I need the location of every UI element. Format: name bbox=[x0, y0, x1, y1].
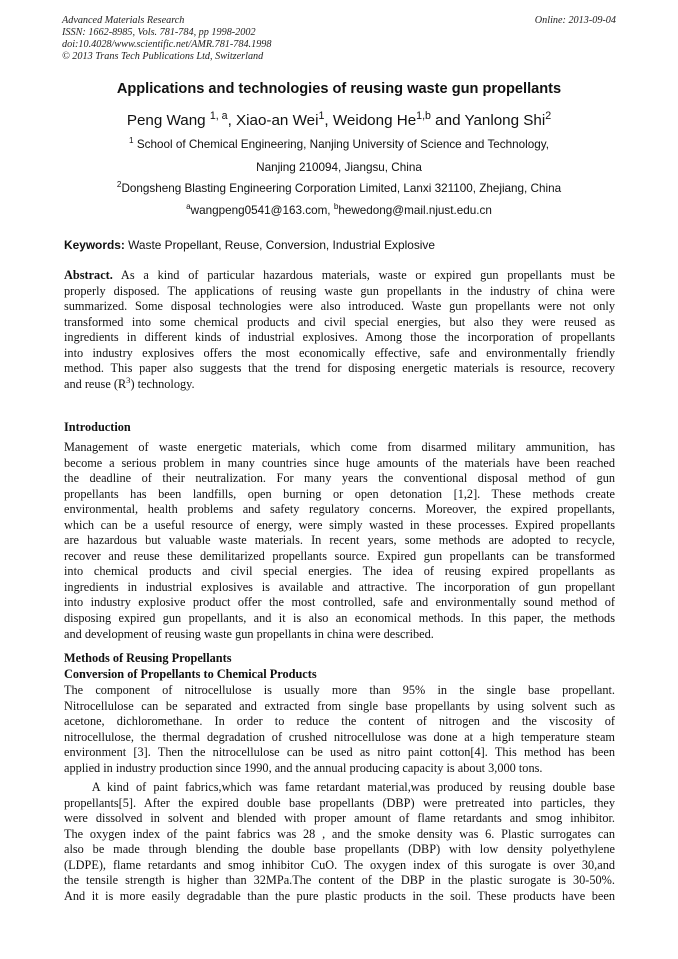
text-line: The oxygen index of the paint fabrics was 28 , and the smoke density was 6. Plastic surrogates can bbox=[64, 826, 615, 841]
text-line: environment [3]. Then the nitrocellulose can be used as nitro paint cotton[4]. This method has been bbox=[64, 745, 615, 760]
text-line: the tensile strength is higher than 32MPa.The content of the DBP in the plastic surogate is 30-50%. bbox=[64, 873, 615, 888]
email-link[interactable]: wangpeng0541@163.com, bbox=[190, 204, 334, 217]
text-line: ingredients in industrial explosives is available and attractive. The incorporation of gun propellant bbox=[64, 579, 615, 594]
abstract-line: method. This paper also suggests that the trend for disposing energetic materials is resource, recovery bbox=[64, 361, 615, 376]
text-line: and development of reusing waste gun propellants in china were described. bbox=[64, 626, 434, 641]
author-name: Peng Wang bbox=[126, 112, 206, 129]
affiliation-1 bbox=[0, 138, 678, 151]
abstract-line: properly disposed. The applications of reusing waste gun propellants in the industry of china were bbox=[64, 283, 615, 298]
keywords-text: Waste Propellant, Reuse, Conversion, Industrial Explosive bbox=[124, 238, 435, 252]
text-line: A kind of paint fabrics,which was fame retardant material,was produced by reusing double base bbox=[64, 780, 615, 794]
text-line: acetone, dichloromethane. In order to reduce the content of nitrogen and the viscosity of bbox=[64, 714, 615, 729]
journal-name: Advanced Materials Research bbox=[62, 15, 185, 26]
keywords-label: Keywords: bbox=[64, 238, 125, 252]
introduction-body bbox=[64, 440, 615, 642]
author-emails bbox=[0, 204, 678, 217]
text-line: applied in industry production since 1990, and the annual producing capacity is about 3,000 tons. bbox=[64, 760, 543, 775]
abstract-line: summarized. Some disposal technologies were also introduced. Waste gun propellants were not only bbox=[64, 299, 615, 314]
author-name: , Weidong He bbox=[324, 112, 417, 129]
keywords bbox=[64, 238, 620, 252]
abstract-line: transformed into some chemical products and civil special energies, but also they were reused as bbox=[64, 314, 615, 329]
email-mark: b bbox=[333, 202, 339, 212]
affiliation-2 bbox=[0, 182, 678, 195]
abstract-label: Abstract. bbox=[64, 268, 113, 282]
text-line: the deadline of their neutralization. For many years the conventional disposal method of gun bbox=[64, 471, 615, 486]
text-line: propellants[5]. After the expired double base propellants (DBP) were pretreated into particles, they bbox=[64, 795, 615, 810]
author-affil-mark: 1 bbox=[318, 109, 325, 122]
email-link[interactable]: hewedong@mail.njust.edu.cn bbox=[338, 204, 492, 217]
text-line: Management of waste energetic materials, which come from disarmed military ammunition, has bbox=[64, 440, 615, 454]
affiliation-1-city: Nanjing 210094, Jiangsu, China bbox=[256, 161, 422, 174]
abstract bbox=[64, 268, 615, 392]
introduction-heading: Introduction bbox=[64, 420, 131, 434]
abstract-line: into industry explosives offers the most economically effective, safe and environmentally friendly bbox=[64, 345, 615, 360]
abstract-line: Abstract. As a kind of particular hazardous materials, waste or expired gun propellants must be bbox=[64, 268, 615, 282]
text-line: were dissolved in solvent and blended with proper amount of flame retardants and smog inhibitor. bbox=[64, 811, 615, 826]
online-date: Online: 2013-09-04 bbox=[534, 15, 616, 26]
author-name: and Yanlong Shi bbox=[435, 112, 546, 129]
author-affil-mark: 1, a bbox=[209, 109, 228, 122]
copyright-line: © 2013 Trans Tech Publications Ltd, Switzerland bbox=[62, 51, 264, 62]
text-line: Nitrocellulose can be separated and extracted from single base propellants by using solvent such as bbox=[64, 698, 615, 713]
text-line: also be made through blending the double base propellants (DBP) with low density polyethylene bbox=[64, 842, 615, 857]
methods-paragraph-2 bbox=[64, 780, 615, 904]
conversion-subheading: Conversion of Propellants to Chemical Products bbox=[64, 667, 317, 681]
text-line: nitrocellulose, the thermal degradation of crushed nitrocellulose was done at a high temperature steam bbox=[64, 729, 615, 744]
affil-mark: 2 bbox=[116, 180, 122, 190]
text-line: into industry explosive product offer the most controlled, safe and environmentally sound method of bbox=[64, 595, 615, 610]
issn-line: ISSN: 1662-8985, Vols. 781-784, pp 1998-2002 bbox=[62, 27, 256, 38]
text-line: into chemical products and civil special energies. The idea of reusing expired propellants as bbox=[64, 564, 615, 579]
text-line: become a serious problem in many countries since huge amounts of the materials have been reached bbox=[64, 455, 615, 470]
text-line: disposing expired gun propellants, and it is also an economical methods. In this paper, the methods bbox=[64, 611, 615, 626]
author-affil-mark: 1,b bbox=[416, 109, 431, 122]
author-list bbox=[0, 109, 678, 129]
affil-text: School of Chemical Engineering, Nanjing University of Science and Technology, bbox=[136, 138, 549, 151]
email-mark: a bbox=[186, 202, 191, 212]
abstract-line: and reuse $(R^3)$ technology. bbox=[64, 374, 195, 391]
text-line: are hazardous but valuable waste materials. In recent years, some methods are adopted to recycle, bbox=[64, 533, 615, 548]
paper-title: Applications and technologies of reusing waste gun propellants bbox=[116, 81, 562, 97]
author-affil-mark: 2 bbox=[545, 109, 552, 122]
text-line: which can be a useful resource of energy, were simply wasted in these processes. Expired propellants bbox=[64, 517, 615, 532]
text-line: The component of nitrocellulose is usually more than 95% in the single base propellant. bbox=[64, 683, 615, 697]
affil-text: Dongsheng Blasting Engineering Corporation Limited, Lanxi 321100, Zhejiang, China bbox=[121, 182, 562, 195]
text-line: environmental, health problems and safety regulatory concerns. Moreover, the expired propellants, bbox=[64, 502, 615, 517]
text-line: recover and reuse these demilitarized propellants source. Expired gun propellants can be transformed bbox=[64, 548, 615, 563]
affil-mark: 1 bbox=[129, 136, 134, 146]
doi-line: doi:10.4028/www.scientific.net/AMR.781-784.1998 bbox=[62, 39, 272, 50]
text-line: (LDPE), flame retardants and smog inhibitor CuO. The oxygen index of this surogate is over 30,and bbox=[64, 857, 615, 872]
journal-header bbox=[62, 15, 616, 63]
abstract-line: ingredients in different kinds of industrial explosives. Among those the incorporation of propellants bbox=[64, 330, 615, 345]
text-line: propellants has been landfills, open burning or open detonation [1,2]. These methods create bbox=[64, 486, 615, 501]
author-name: , Xiao-an Wei bbox=[227, 112, 319, 129]
methods-paragraph-1 bbox=[64, 683, 615, 776]
text-line: And it is more easily degradable than the pure plastic products in the soil. These products have been bbox=[64, 888, 615, 903]
methods-heading: Methods of Reusing Propellants bbox=[64, 651, 232, 665]
